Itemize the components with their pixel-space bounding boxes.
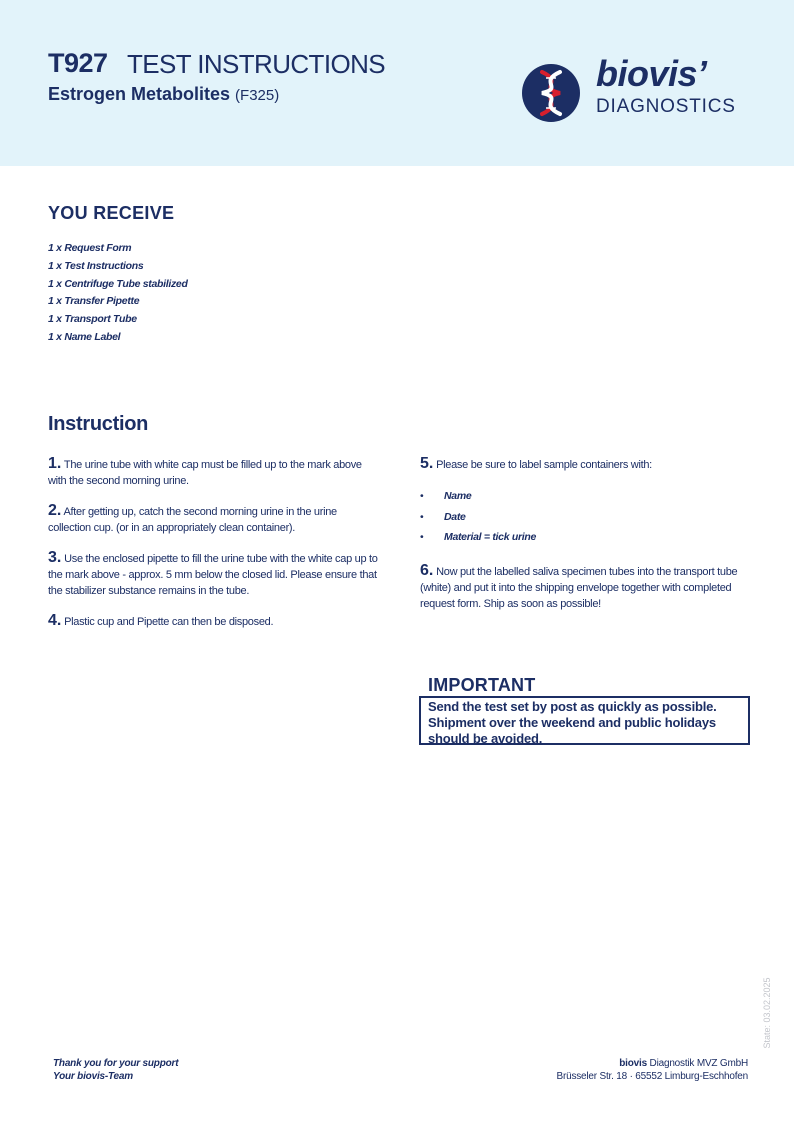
step-2 bbox=[48, 503, 378, 536]
step-5 bbox=[420, 456, 750, 473]
company-address: Brüsseler Str. 18 · 65552 Limburg-Eschhofen bbox=[556, 1071, 748, 1082]
subtitle-code: (F325) bbox=[235, 87, 280, 104]
subtitle-name: Estrogen Metabolites bbox=[48, 84, 231, 104]
company-brand: biovis bbox=[619, 1058, 647, 1069]
list-item: 1 x Test Instructions bbox=[48, 259, 144, 272]
step-text: Now put the labelled saliva specimen tubes into the transport tube (white) and put it into the shipping envelope together with completed request form. Ship as soon as possible! bbox=[420, 566, 738, 610]
step-number: 6. bbox=[420, 562, 434, 579]
company-suffix: Diagnostik MVZ GmbH bbox=[646, 1058, 748, 1069]
list-item: 1 x Transfer Pipette bbox=[48, 295, 140, 308]
list-item bbox=[420, 527, 536, 548]
header-band bbox=[0, 0, 794, 166]
step-3 bbox=[48, 550, 378, 599]
logo-wordmark: biovis’ bbox=[596, 53, 707, 94]
list-item: 1 x Centrifuge Tube stabilized bbox=[48, 277, 188, 290]
notice-line: should be avoided. bbox=[428, 731, 543, 746]
list-item-label: Name bbox=[444, 490, 472, 502]
step-number: 2. bbox=[48, 502, 62, 519]
footer-thanks bbox=[53, 1057, 178, 1083]
step-text: Plastic cup and Pipette can then be disposed. bbox=[64, 616, 274, 628]
test-subtitle bbox=[48, 84, 279, 105]
team-line: Your biovis-Team bbox=[53, 1071, 133, 1082]
notice-line: Shipment over the weekend and public holidays bbox=[428, 715, 716, 730]
step-text: Please be sure to label sample containers with: bbox=[436, 459, 652, 471]
biovis-logo-icon bbox=[522, 64, 580, 122]
document-title: TEST INSTRUCTIONS bbox=[127, 49, 386, 79]
list-item bbox=[420, 486, 536, 507]
list-item-label: Date bbox=[444, 510, 466, 523]
footer-company bbox=[556, 1057, 748, 1083]
step-number: 3. bbox=[48, 549, 62, 566]
notice-line: Send the test set by post as quickly as possible. bbox=[428, 699, 717, 714]
thanks-line: Thank you for your support bbox=[53, 1058, 179, 1069]
bullet-icon: • bbox=[420, 510, 424, 523]
instruction-heading: Instruction bbox=[48, 413, 149, 435]
step-number: 1. bbox=[48, 455, 62, 472]
list-item: 1 x Name Label bbox=[48, 330, 121, 343]
step-number: 5. bbox=[420, 455, 434, 472]
list-item: 1 x Transport Tube bbox=[48, 313, 137, 326]
test-code: T927 bbox=[48, 48, 108, 78]
label-requirements-list bbox=[420, 486, 536, 548]
list-item bbox=[420, 507, 536, 528]
step-text: The urine tube with white cap must be filled up to the mark above with the second morning urine. bbox=[48, 459, 362, 487]
important-notice-box bbox=[419, 696, 750, 745]
list-item: 1 x Request Form bbox=[48, 242, 132, 254]
logo-subtitle: DIAGNOSTICS bbox=[596, 96, 736, 117]
bullet-icon: • bbox=[420, 490, 424, 502]
step-6 bbox=[420, 563, 748, 612]
step-4 bbox=[48, 613, 378, 630]
step-text: Use the enclosed pipette to fill the urine tube with the white cap up to the mark above - approx. 5 mm below the closed lid. Please ensure that the stabilizer substance remains in the tube. bbox=[48, 553, 378, 597]
step-1 bbox=[48, 456, 378, 489]
bullet-icon: • bbox=[420, 531, 424, 543]
list-item-label: Material = tick urine bbox=[444, 531, 537, 543]
step-text: After getting up, catch the second morning urine in the urine collection cup. (or in an appropriately clean container). bbox=[48, 506, 337, 534]
step-number: 4. bbox=[48, 612, 62, 629]
important-heading: IMPORTANT bbox=[428, 675, 536, 695]
you-receive-heading: YOU RECEIVE bbox=[48, 203, 175, 223]
company-name bbox=[556, 1057, 748, 1070]
receive-list bbox=[48, 240, 188, 347]
state-date: State: 03.02.2025 bbox=[762, 977, 772, 1049]
